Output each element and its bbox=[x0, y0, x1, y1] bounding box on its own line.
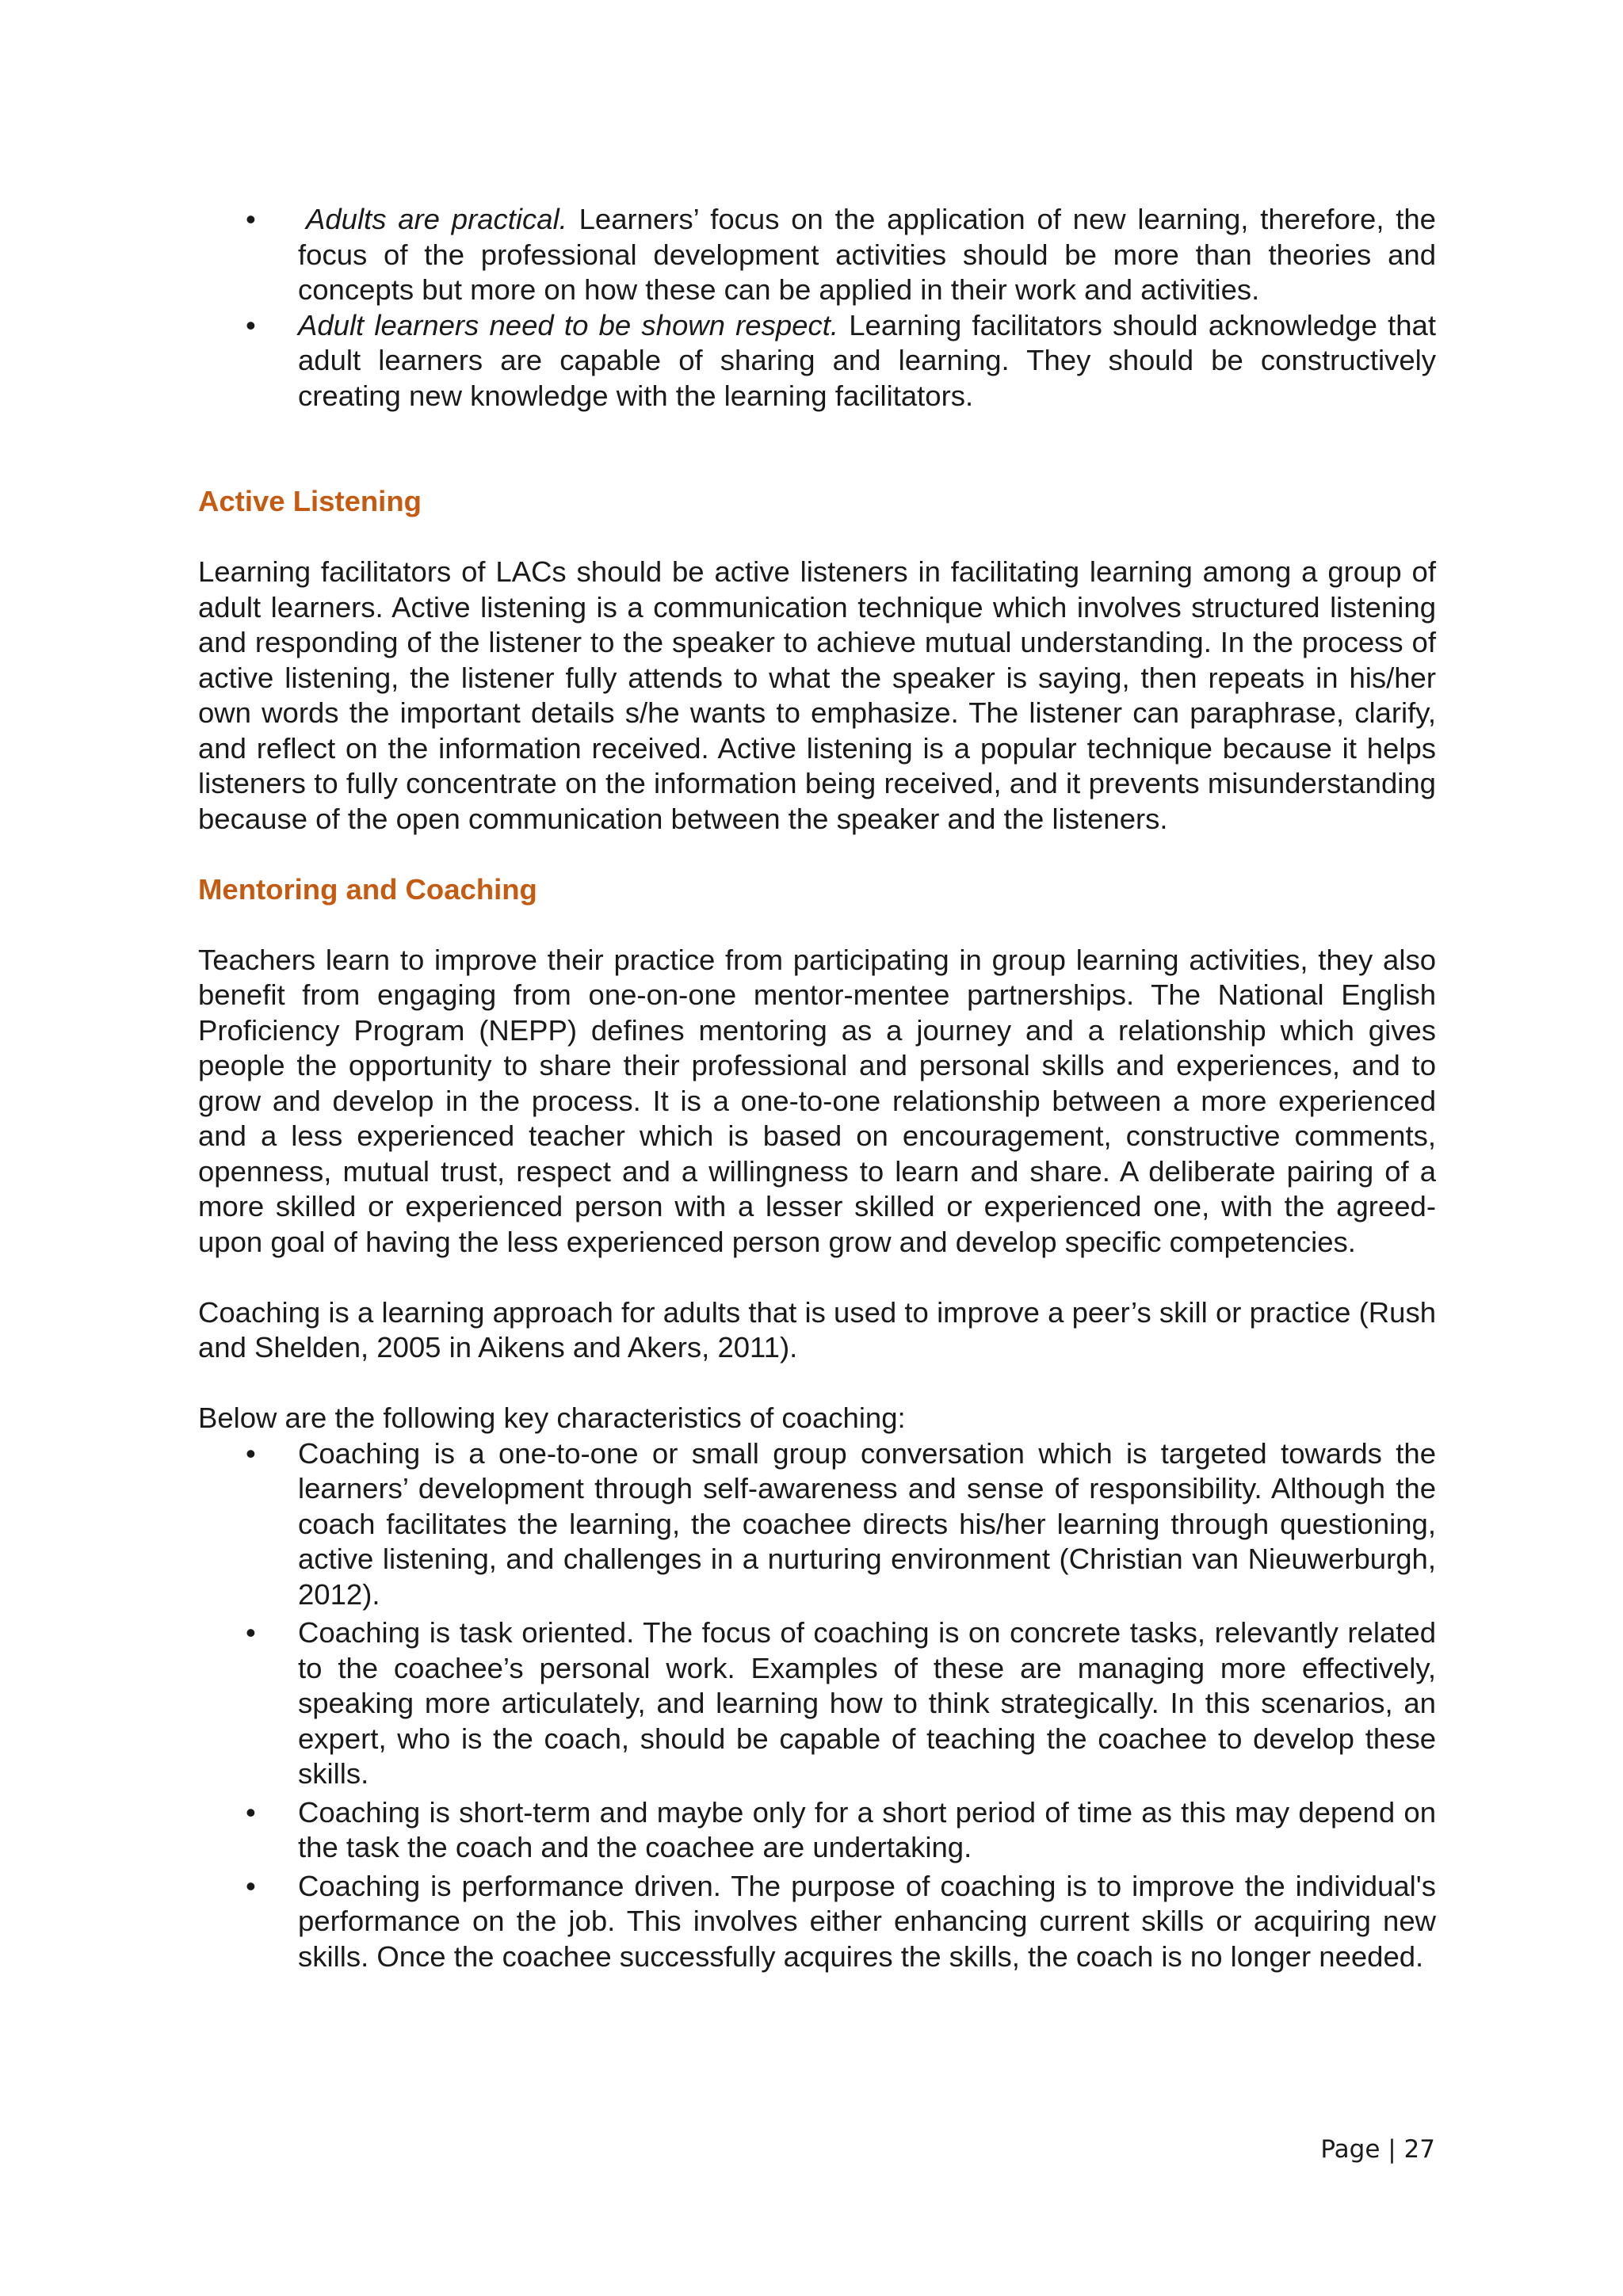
list-item: • Coaching is a one-to-one or small group conversation which is targeted towards the learners’ development through self-awareness and sense of responsibility. Although the coach facilitates the learning, the coachee directs his/her learning through questioning, active listening, and challenges in a nurturing environment (Christian van Nieuwerburgh, 2012). bbox=[198, 1436, 1436, 1613]
list-item: • Coaching is performance driven. The purpose of coaching is to improve the individual's performance on the job. This involves either enhancing current skills or acquiring new skills. Once the coachee successfully acquires the skills, the coach is no longer needed. bbox=[198, 1869, 1436, 1975]
list-item: • Coaching is short-term and maybe only for a short period of time as this may depend on the task the coach and the coachee are undertaking. bbox=[198, 1795, 1436, 1866]
coaching-characteristics-intro: Below are the following key characteristics of coaching: bbox=[198, 1402, 906, 1434]
mentoring-heading: Mentoring and Coaching bbox=[198, 872, 537, 906]
list-item bbox=[198, 308, 1436, 414]
bullet-text: Learners’ focus on the application of new learning, therefore, the focus of the professional development activities should be more than theories and concepts but more on how these can be applied in their work and activities. bbox=[298, 203, 1436, 306]
bullet-text: Learning facilitators should acknowledge that adult learners are capable of sharing and learning. They should be constructively creating new knowledge with the learning facilitators. bbox=[298, 308, 1436, 412]
list-item bbox=[198, 202, 1436, 308]
page-content bbox=[198, 202, 1436, 1974]
active-listening-heading: Active Listening bbox=[198, 485, 422, 517]
adult-learner-principles-list bbox=[198, 202, 1436, 414]
coaching-definition-paragraph: Coaching is a learning approach for adults that is used to improve a peer’s skill or practice (Rush and Shelden, 2005 in Aikens and Akers, 2011). bbox=[198, 1295, 1436, 1363]
bullet-lead: Adults are practical. bbox=[306, 203, 567, 235]
mentoring-paragraph: Teachers learn to improve their practice from participating in group learning activities, they also benefit from engaging from one-on-one mentor-mentee partnerships. The National English Proficiency Program (NEPP) defines mentoring as a journey and a relationship which gives people the opportunity to share their professional and personal skills and experiences, and to grow and develop in the process. It is a one-to-one relationship between a more experienced and a less experienced teacher which is based on encouragement, constructive comments, openness, mutual trust, respect and a willingness to learn and share. A deliberate pairing of a more skilled or experienced person with a lesser skilled or experienced one, with the agreed-upon goal of having the less experienced person grow and develop specific competencies. bbox=[198, 943, 1436, 1258]
page-number: Page | 27 bbox=[1320, 2135, 1435, 2164]
list-item: • Coaching is task oriented. The focus of coaching is on concrete tasks, relevantly related to the coachee’s personal work. Examples of these are managing more effectively, speaking more articulately, and learning how to think strategically. In this scenarios, an expert, who is the coach, should be capable of teaching the coachee to develop these skills. bbox=[198, 1615, 1436, 1792]
coaching-characteristics-list bbox=[198, 1436, 1436, 1975]
bullet-lead: Adult learners need to be shown respect. bbox=[298, 308, 838, 341]
active-listening-paragraph: Learning facilitators of LACs should be active listeners in facilitating learning among a group of adult learners. Active listening is a communication technique which involves structured listening and responding of the listener to the speaker to achieve mutual understanding. In the process of active listening, the listener fully attends to what the speaker is saying, then repeats in his/her own words the important details s/he wants to emphasize. The listener can paraphrase, clarify, and reflect on the information received. Active listening is a popular technique because it helps listeners to fully concentrate on the information being received, and it prevents misunderstanding because of the open communication between the speaker and the listeners. bbox=[198, 555, 1436, 835]
